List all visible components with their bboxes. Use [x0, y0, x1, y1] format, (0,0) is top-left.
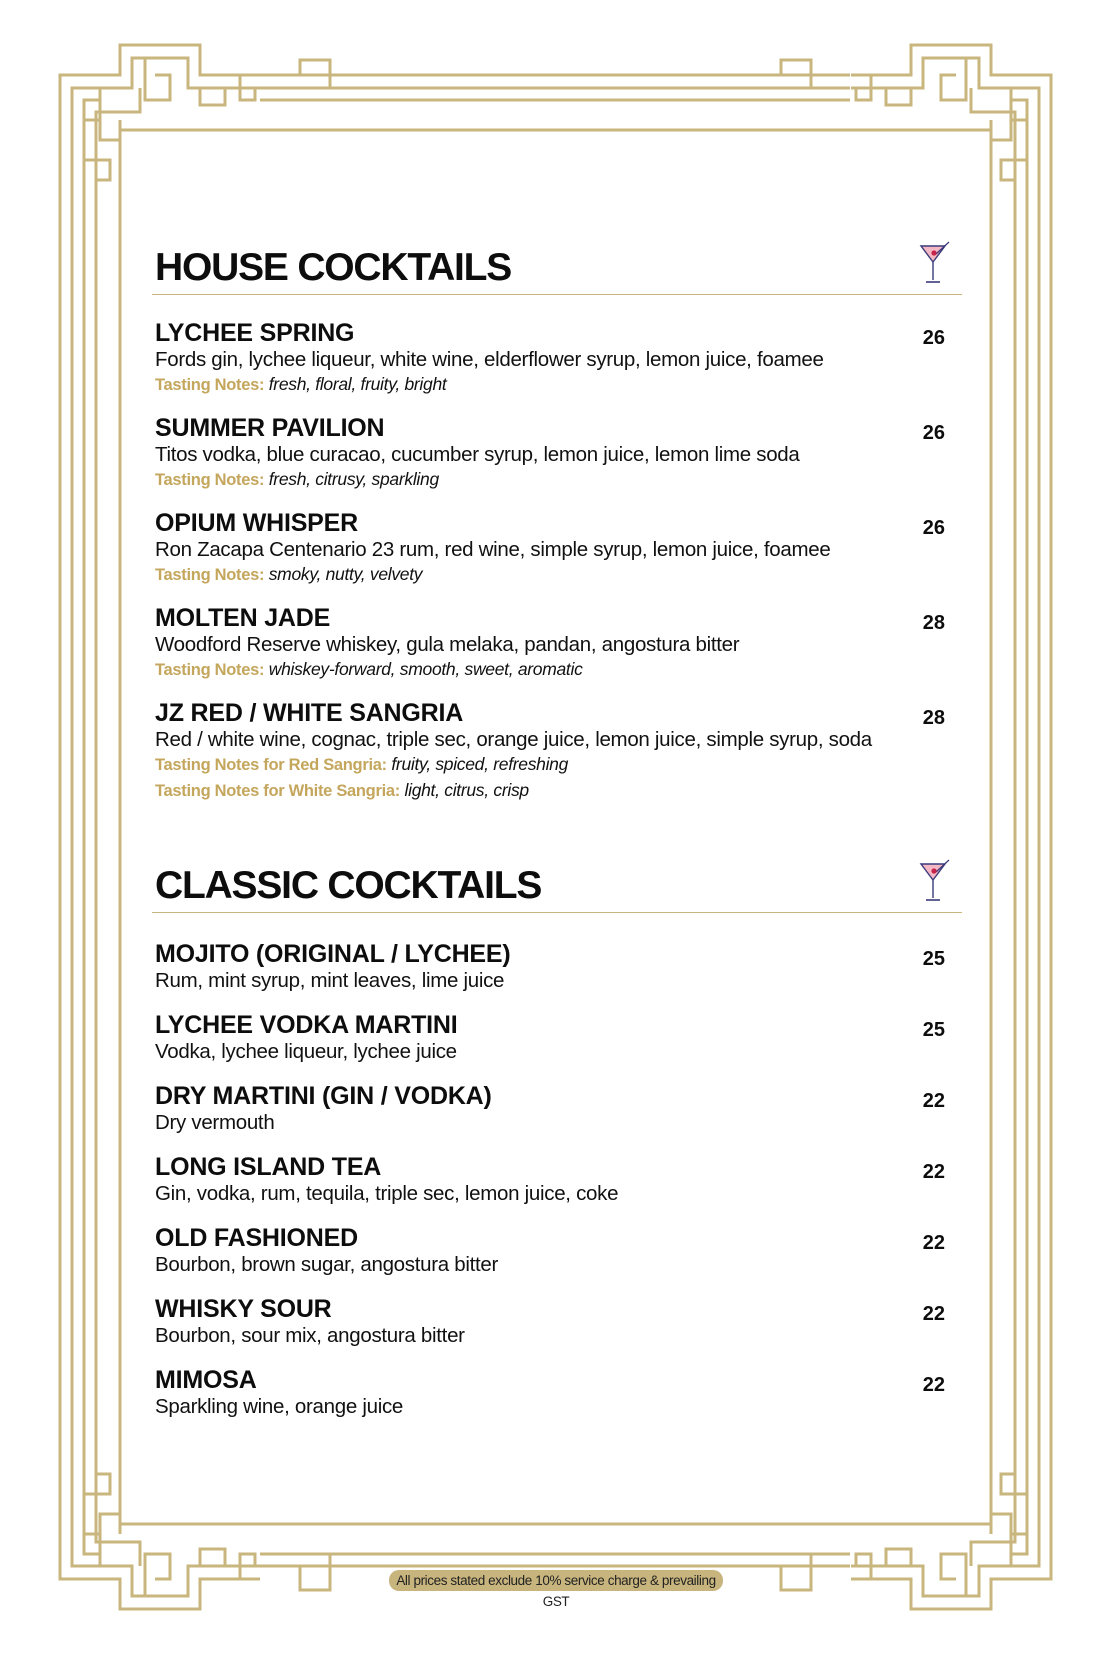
tasting-notes-text: smoky, nutty, velvety — [268, 564, 423, 584]
price-disclaimer: All prices stated exclude 10% service charge & prevailing GST — [389, 1570, 723, 1591]
cocktail-glass-icon — [918, 858, 952, 904]
item-description: Bourbon, sour mix, angostura bitter — [155, 1324, 465, 1347]
house-cocktails-header — [152, 234, 962, 295]
menu-item — [155, 1011, 950, 1064]
tasting-notes-text: fresh, citrusy, sparkling — [268, 469, 439, 489]
item-description: Titos vodka, blue curacao, cucumber syrup, lemon juice, lemon lime soda — [155, 443, 800, 466]
item-description: Ron Zacapa Centenario 23 rum, red wine, simple syrup, lemon juice, foamee — [155, 538, 831, 561]
item-name: MIMOSA — [155, 1366, 257, 1394]
item-name: LONG ISLAND TEA — [155, 1153, 382, 1181]
menu-item — [155, 940, 950, 993]
item-name: SUMMER PAVILION — [155, 414, 385, 442]
menu-content — [155, 0, 960, 1654]
item-description: Fords gin, lychee liqueur, white wine, elderflower syrup, lemon juice, foamee — [155, 348, 824, 371]
item-description: Vodka, lychee liqueur, lychee juice — [155, 1040, 457, 1063]
menu-item — [155, 1295, 950, 1348]
tasting-notes-text: fresh, floral, fruity, bright — [268, 374, 447, 394]
menu-item — [155, 699, 950, 804]
item-name: LYCHEE SPRING — [155, 319, 355, 347]
item-price: 22 — [922, 1090, 945, 1112]
item-description: Bourbon, brown sugar, angostura bitter — [155, 1253, 499, 1276]
item-name: DRY MARTINI (GIN / VODKA) — [155, 1082, 492, 1110]
item-name: JZ RED / WHITE SANGRIA — [155, 699, 464, 727]
item-price: 26 — [922, 517, 945, 539]
item-price: 22 — [922, 1161, 945, 1183]
tasting-notes — [155, 562, 950, 588]
tasting-notes — [155, 372, 950, 398]
item-price: 26 — [922, 422, 945, 444]
tasting-notes-label: Tasting Notes for Red Sangria: — [155, 756, 387, 774]
section-title: HOUSE COCKTAILS — [155, 246, 512, 289]
menu-item — [155, 1224, 950, 1277]
classic-cocktails-header — [152, 852, 962, 913]
item-description: Sparkling wine, orange juice — [155, 1395, 404, 1418]
item-name: OLD FASHIONED — [155, 1224, 358, 1252]
tasting-notes-text: whiskey-forward, smooth, sweet, aromatic — [268, 659, 583, 679]
item-price: 26 — [922, 327, 945, 349]
item-name: MOLTEN JADE — [155, 604, 331, 632]
item-price: 25 — [922, 1019, 945, 1041]
menu-item — [155, 1366, 950, 1419]
menu-item — [155, 509, 950, 588]
menu-item — [155, 319, 950, 398]
menu-item — [155, 1082, 950, 1135]
item-name: LYCHEE VODKA MARTINI — [155, 1011, 458, 1039]
item-description: Dry vermouth — [155, 1111, 275, 1134]
tasting-notes-label: Tasting Notes: — [155, 471, 265, 489]
item-description: Rum, mint syrup, mint leaves, lime juice — [155, 969, 505, 992]
tasting-notes-red — [155, 752, 950, 778]
item-price: 22 — [922, 1374, 945, 1396]
item-price: 22 — [922, 1303, 945, 1325]
tasting-notes-label: Tasting Notes: — [155, 376, 265, 394]
tasting-notes-text: light, citrus, crisp — [404, 780, 529, 800]
section-title: CLASSIC COCKTAILS — [155, 864, 542, 907]
item-price: 25 — [922, 948, 945, 970]
menu-item — [155, 414, 950, 493]
tasting-notes-white — [155, 778, 950, 804]
tasting-notes-label: Tasting Notes for White Sangria: — [155, 782, 400, 800]
item-price: 28 — [922, 612, 945, 634]
menu-item — [155, 604, 950, 683]
tasting-notes — [155, 467, 950, 493]
tasting-notes-label: Tasting Notes: — [155, 661, 265, 679]
menu-item — [155, 1153, 950, 1206]
item-description: Gin, vodka, rum, tequila, triple sec, lemon juice, coke — [155, 1182, 619, 1205]
item-description: Red / white wine, cognac, triple sec, orange juice, lemon juice, simple syrup, soda — [155, 728, 872, 751]
item-name: WHISKY SOUR — [155, 1295, 332, 1323]
item-price: 22 — [922, 1232, 945, 1254]
tasting-notes-label: Tasting Notes: — [155, 566, 265, 584]
item-description: Woodford Reserve whiskey, gula melaka, pandan, angostura bitter — [155, 633, 740, 656]
cocktail-glass-icon — [918, 240, 952, 286]
tasting-notes — [155, 657, 950, 683]
item-price: 28 — [922, 707, 945, 729]
tasting-notes-text: fruity, spiced, refreshing — [391, 754, 569, 774]
item-name: MOJITO (ORIGINAL / LYCHEE) — [155, 940, 511, 968]
item-name: OPIUM WHISPER — [155, 509, 358, 537]
